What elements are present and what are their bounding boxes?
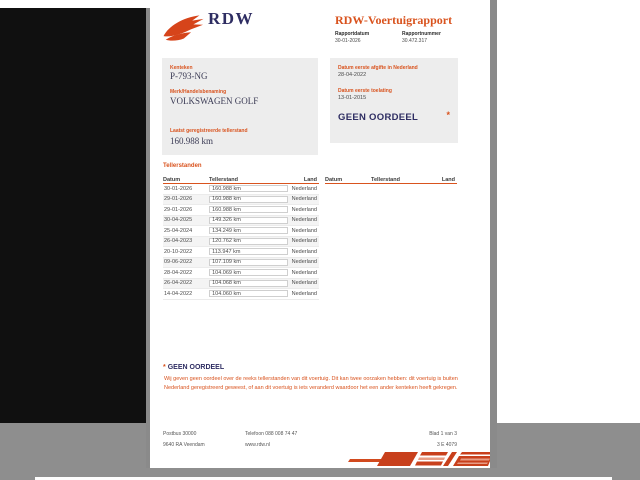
tellerstand-rows — [163, 184, 319, 300]
footnote-heading — [163, 364, 224, 371]
toelating-value: 13-01-2015 — [338, 95, 367, 101]
table-row — [163, 216, 319, 227]
footnote-text: Wij geven geen oordeel over de reeks tellerstanden van dit voertuig. Dit kan twee oorzaken hebben: dit voertuig is buiten Nederland geregistreerd geweest, of aan dit voertuig is iets veranderd waardoor het een ander kenteken heeft gekregen. — [164, 376, 458, 391]
row-land: Nederland — [291, 185, 317, 192]
rdw-wordmark: RDW — [208, 9, 255, 28]
table-row — [163, 268, 319, 279]
report-number-value: 30.472.317 — [402, 38, 428, 44]
table-header-row — [325, 173, 457, 184]
row-land: Nederland — [291, 248, 317, 255]
kenteken-label: Kenteken — [170, 65, 193, 71]
row-land: Nederland — [291, 238, 317, 245]
row-datum: 09-06-2022 — [164, 259, 193, 266]
page-right-border — [490, 0, 497, 480]
viewer-top-band — [0, 0, 640, 8]
row-land: Nederland — [291, 227, 317, 234]
toelating-label: Datum eerste toelating — [338, 88, 392, 94]
footer-form-code: 3 E 4079 — [436, 442, 457, 448]
row-tellerstand-box: 160.988 km — [209, 196, 288, 203]
table-row — [163, 226, 319, 237]
verdict-text: GEEN OORDEEL — [338, 112, 419, 123]
row-land: Nederland — [291, 290, 317, 297]
footnote-title: GEEN OORDEEL — [167, 364, 225, 371]
row-land: Nederland — [291, 280, 317, 287]
row-land: Nederland — [291, 196, 317, 203]
report-number-label: Rapportnummer — [402, 31, 441, 37]
table-row — [163, 195, 319, 206]
row-datum: 29-01-2026 — [164, 206, 193, 213]
row-tellerstand-box: 160.988 km — [209, 185, 288, 192]
merk-value: VOLKSWAGEN GOLF — [170, 96, 259, 106]
table-row — [163, 258, 319, 269]
tellerstand-value: 160.988 km — [170, 136, 214, 146]
table-row — [163, 237, 319, 248]
footer-website-link[interactable]: www.rdw.nl — [245, 442, 271, 448]
report-date-value: 30-01-2026 — [335, 38, 361, 44]
row-tellerstand-box: 149.326 km — [209, 217, 288, 224]
row-tellerstand-box: 113.947 km — [209, 248, 288, 255]
status-panel — [330, 58, 458, 143]
viewer-black-panel — [0, 8, 146, 423]
row-tellerstand-box: 107.109 km — [209, 259, 288, 266]
kenteken-value: P-793-NG — [170, 71, 208, 81]
footer-phone: Telefoon 088 008 74 47 — [245, 431, 298, 437]
footer-contact — [245, 429, 297, 451]
footnote-asterisk: * — [163, 364, 166, 371]
row-tellerstand-box: 104.069 km — [209, 269, 288, 276]
table-row — [163, 289, 319, 300]
row-land: Nederland — [291, 259, 317, 266]
speed-stripes-icon — [340, 450, 490, 468]
row-datum: 14-04-2022 — [164, 290, 193, 297]
row-datum: 29-01-2026 — [164, 196, 193, 203]
rdw-bird-logo-icon — [161, 11, 207, 44]
row-land: Nederland — [291, 217, 317, 224]
table-row — [163, 184, 319, 195]
row-datum: 20-10-2022 — [164, 248, 193, 255]
row-land: Nederland — [291, 206, 317, 213]
footer-address — [163, 429, 205, 451]
vehicle-info-panel — [162, 58, 318, 155]
footer-city: 9640 RA Veendam — [163, 442, 205, 448]
merk-label: Merk/Handelsbenaming — [170, 89, 227, 95]
footer-page-indicator: Blad 1 van 3 — [429, 431, 457, 437]
row-datum: 28-04-2022 — [164, 269, 193, 276]
row-tellerstand-box: 134.249 km — [209, 227, 288, 234]
header-land: Land — [441, 177, 455, 183]
tellerstand-table-right — [325, 173, 457, 184]
row-datum: 30-04-2025 — [164, 217, 193, 224]
row-tellerstand-box: 104.060 km — [209, 290, 288, 297]
report-date-label: Rapportdatum — [335, 31, 370, 37]
header-land: Land — [303, 177, 317, 183]
afgifte-value: 28-04-2022 — [338, 72, 367, 78]
page-title: RDW-Voertuigrapport — [335, 13, 453, 27]
afgifte-label: Datum eerste afgifte in Nederland — [338, 65, 418, 71]
header-tellerstand: Tellerstand — [209, 177, 238, 183]
header-datum: Datum — [325, 177, 343, 183]
row-tellerstand-box: 120.762 km — [209, 238, 288, 245]
document-page — [150, 8, 490, 468]
table-row — [163, 279, 319, 290]
table-row — [163, 205, 319, 216]
row-datum: 30-01-2026 — [164, 185, 193, 192]
table-header-row — [163, 173, 319, 184]
footer-pageinfo — [350, 429, 457, 451]
row-datum: 25-04-2024 — [164, 227, 193, 234]
tellerstanden-section-title: Tellerstanden — [163, 163, 202, 169]
tellerstand-table-left — [163, 173, 319, 300]
row-tellerstand-box: 104.068 km — [209, 280, 288, 287]
tellerstand-label: Laatst geregistreerde tellerstand — [170, 128, 248, 134]
row-datum: 26-04-2023 — [164, 238, 193, 245]
row-land: Nederland — [291, 269, 317, 276]
footer-postbus: Postbus 30000 — [163, 431, 197, 437]
row-tellerstand-box: 160.988 km — [209, 206, 288, 213]
header-datum: Datum — [163, 177, 181, 183]
verdict-asterisk: * — [446, 110, 450, 120]
table-row — [163, 247, 319, 258]
header-tellerstand: Tellerstand — [371, 177, 400, 183]
row-datum: 26-04-2022 — [164, 280, 193, 287]
